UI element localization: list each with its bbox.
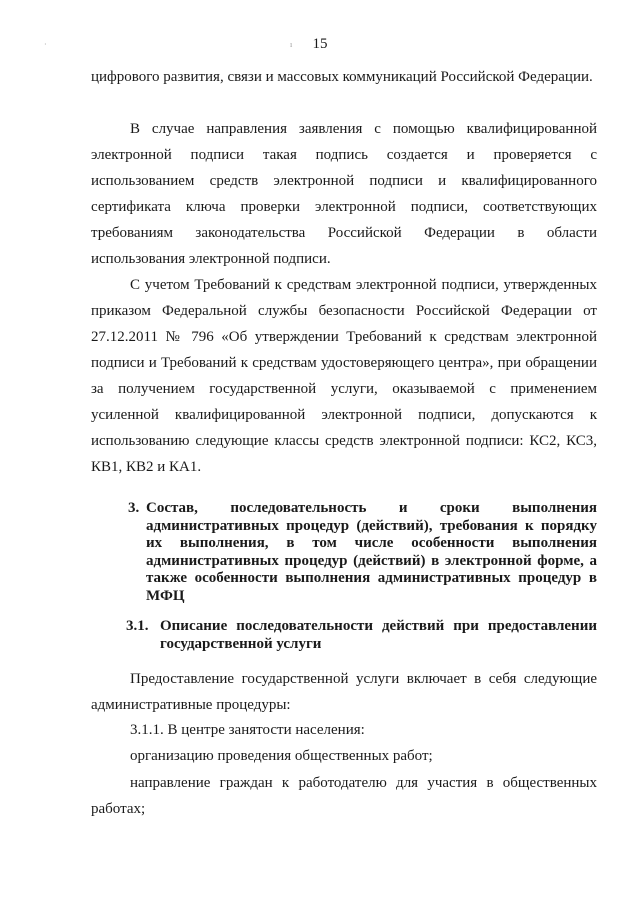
list-item: направление граждан к работодателю для участия в общественных работах; bbox=[91, 775, 597, 817]
paragraph-continuation: цифрового развития, связи и массовых коммуникаций Российской Федерации. bbox=[91, 69, 593, 85]
page-number: 15 bbox=[312, 36, 328, 52]
section-3-1-number: 3.1. bbox=[126, 618, 149, 634]
scan-artifact: · bbox=[44, 40, 47, 49]
section-3-title: Состав, последовательность и сроки выполнения административных процедур (действий), требования к порядку их выполнения, в том числе особенности выполнения административных процедур (действий) в электронной форме, а также особенности выполнения административных процедур в МФЦ bbox=[146, 500, 597, 604]
paragraph-signature-requirements: С учетом Требований к средствам электронной подписи, утвержденных приказом Федеральной службы безопасности Российской Федерации от 27.12.2011 № 796 «Об утверждении Требований к средствам электронной подписи и Требований к средствам удостоверяющего центра», при обращении за получением государственной услуги, оказываемой с применением усиленной квалифицированной электронной подписи, допускаются к использованию следующие классы средств электронной подписи: КС2, КС3, КВ1, КВ2 и КА1. bbox=[91, 277, 597, 475]
item-3-1-1: 3.1.1. В центре занятости населения: bbox=[130, 722, 365, 738]
paragraph-procedures-intro: Предоставление государственной услуги включает в себя следующие административные процедуры: bbox=[91, 671, 597, 713]
section-3-1-title: Описание последовательности действий при предоставлении государственной услуги bbox=[160, 618, 597, 652]
section-3-heading bbox=[128, 500, 597, 605]
paragraph-qualified-signature: В случае направления заявления с помощью квалифицированной электронной подписи такая подпись создается и проверяется с использованием средств электронной подписи и квалифицированного сертификата ключа проверки электронной подписи, соответствующих требованиям законодательства Российской Федерации в области использования электронной подписи. bbox=[91, 121, 597, 267]
list-item: организацию проведения общественных работ; bbox=[130, 748, 433, 764]
section-3-number: 3. bbox=[128, 500, 140, 516]
scan-artifact: ı bbox=[290, 40, 293, 49]
section-3-1-heading bbox=[126, 618, 597, 653]
